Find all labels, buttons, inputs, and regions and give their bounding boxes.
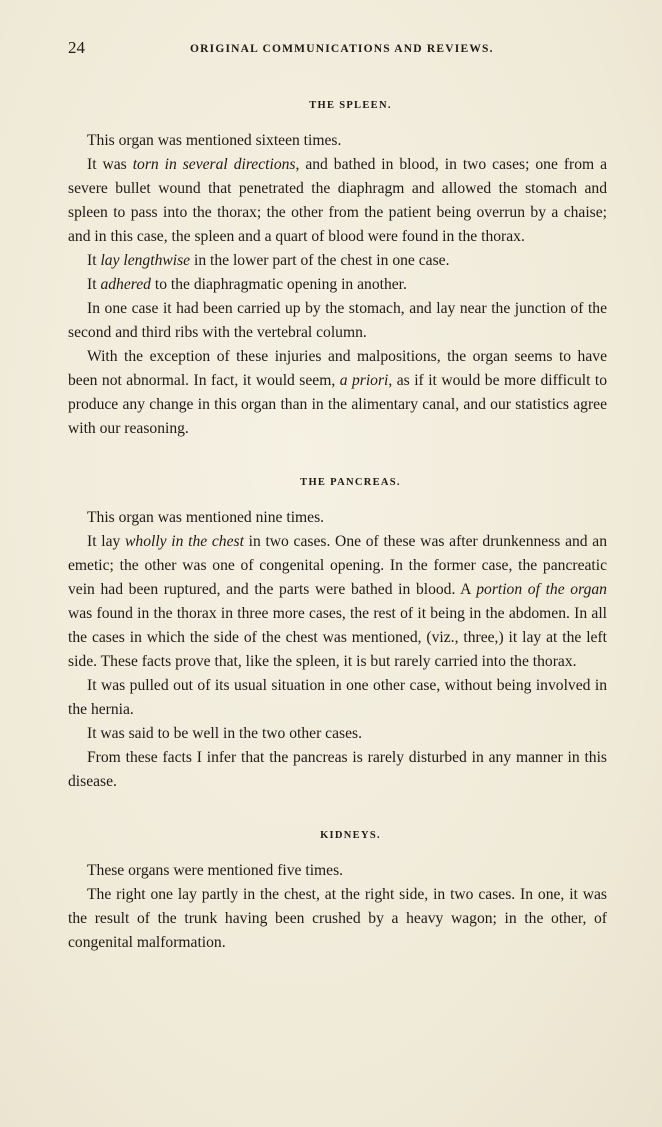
- running-head: ORIGINAL COMMUNICATIONS AND REVIEWS.: [190, 43, 494, 55]
- paragraph: These organs were mentioned five times.: [87, 862, 344, 879]
- section-kidneys: [68, 830, 607, 955]
- page-body: [68, 100, 607, 955]
- paragraph: With the exception of these injuries and malpositions, the organ seems to have been not abnormal. In fact, it would seem, a priori, as if it would be more difficult to produce any change in this organ than in the alimentary canal, and our statistics agree with our reasoning.: [68, 348, 608, 437]
- paragraph: The right one lay partly in the chest, at the right side, in two cases. In one, it was the result of the trunk having been crushed by a heavy wagon; in the other, of congenital malformation.: [68, 886, 607, 951]
- paragraph: In one case it had been carried up by the stomach, and lay near the junction of the second and third ribs with the vertebral column.: [68, 300, 607, 341]
- paragraph: It was pulled out of its usual situation in one other case, without being involved in the hernia.: [68, 677, 607, 718]
- paragraph: This organ was mentioned nine times.: [87, 509, 325, 526]
- section-heading: KIDNEYS.: [320, 830, 381, 841]
- paragraph: It adhered to the diaphragmatic opening in another.: [87, 276, 407, 293]
- paragraph: It was torn in several directions, and bathed in blood, in two cases; one from a severe bullet wound that penetrated the diaphragm and allowed the stomach and spleen to pass into the thorax; the other from the patient being overrun by a chaise; and in this case, the spleen and a quart of blood were found in the thorax.: [68, 156, 608, 245]
- paragraph: It lay wholly in the chest in two cases. One of these was after drunkenness and an emetic; the other was one of congenital opening. In the former case, the pancreatic vein had been ruptured, and the parts were bathed in blood. A portion of the organ was found in the thorax in three more cases, the rest of it being in the abdomen. In all the cases in which the side of the chest was mentioned, (viz., three,) it lay at the left side. These facts prove that, like the spleen, it is but rarely carried into the thorax.: [68, 533, 608, 670]
- paragraph: It was said to be well in the two other cases.: [87, 725, 362, 742]
- section-heading: THE SPLEEN.: [309, 100, 392, 111]
- section-spleen: [68, 100, 607, 441]
- paragraph: It lay lengthwise in the lower part of the chest in one case.: [87, 252, 450, 269]
- page-header: [68, 38, 608, 62]
- paragraph: This organ was mentioned sixteen times.: [87, 132, 342, 149]
- section-pancreas: [68, 477, 607, 794]
- page-number: 24: [68, 38, 85, 57]
- section-heading: THE PANCREAS.: [300, 477, 401, 488]
- paragraph: From these facts I infer that the pancreas is rarely disturbed in any manner in this disease.: [68, 749, 607, 790]
